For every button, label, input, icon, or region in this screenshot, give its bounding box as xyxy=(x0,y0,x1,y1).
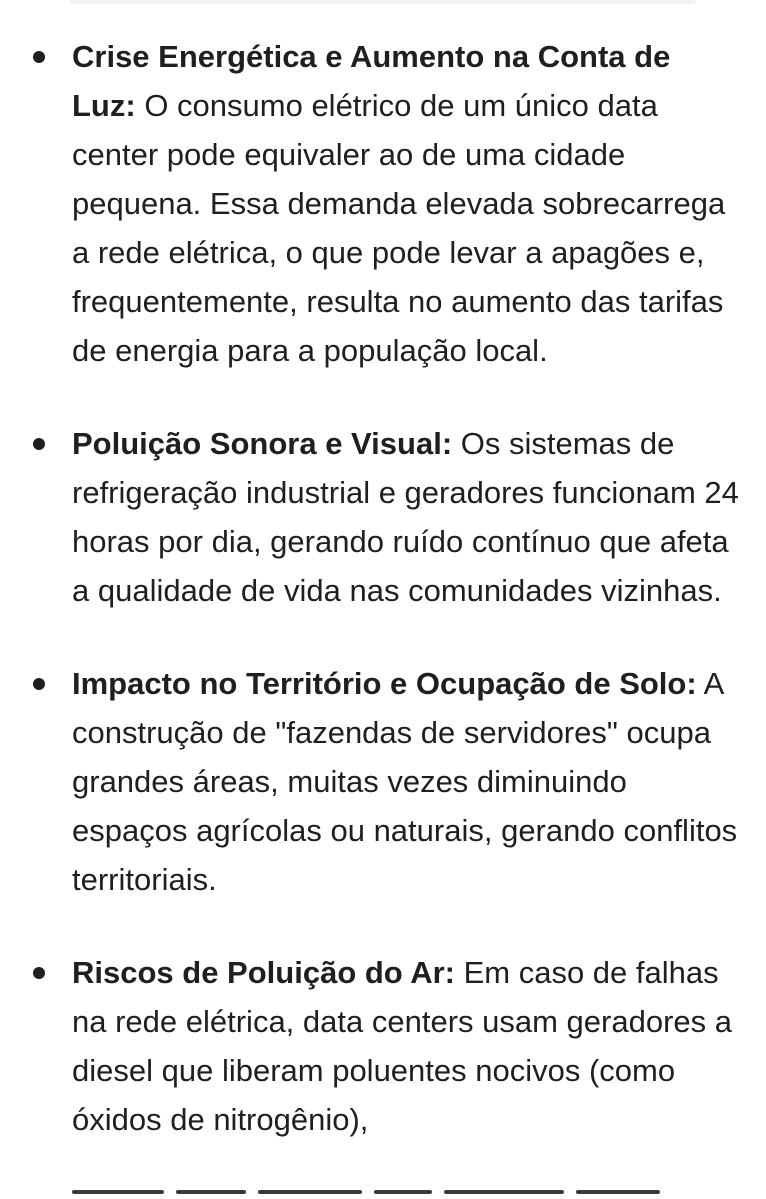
item-title: Riscos de Poluição do Ar: xyxy=(72,955,455,990)
item-body: A construção de "fazendas de servidores" ocupa grandes áreas, muitas vezes diminuindo espaços agrícolas ou naturais, gerando conflitos territoriais. xyxy=(72,666,738,897)
item-body: Em caso de falhas na rede elétrica, data centers usam geradores a diesel que liberam poluentes nocivos (como óxidos de nitrogênio), xyxy=(72,955,732,1137)
list-item xyxy=(0,659,766,904)
bullet-icon xyxy=(33,438,45,450)
item-title: Poluição Sonora e Visual: xyxy=(72,426,453,461)
item-title: Impacto no Território e Ocupação de Solo: xyxy=(72,666,697,701)
list-item xyxy=(0,419,766,615)
top-divider xyxy=(70,0,696,4)
item-body: Os sistemas de refrigeração industrial e geradores funcionam 24 horas por dia, gerando ruído contínuo que afeta a qualidade de vida nas comunidades vizinhas. xyxy=(72,426,739,608)
impact-bullet-list xyxy=(0,32,766,1188)
cropped-text-line xyxy=(72,1190,712,1199)
bullet-icon xyxy=(33,51,45,63)
item-title: Crise Energética e Aumento na Conta de Luz: xyxy=(72,39,671,123)
item-body: O consumo elétrico de um único data center pode equivaler ao de uma cidade pequena. Essa demanda elevada sobrecarrega a rede elétrica, o que pode levar a apagões e, frequentemente, resulta no aumento das tarifas de energia para a população local. xyxy=(72,88,726,368)
list-item xyxy=(0,948,766,1144)
bullet-icon xyxy=(33,678,45,690)
list-item xyxy=(0,32,766,375)
bullet-icon xyxy=(33,967,45,979)
